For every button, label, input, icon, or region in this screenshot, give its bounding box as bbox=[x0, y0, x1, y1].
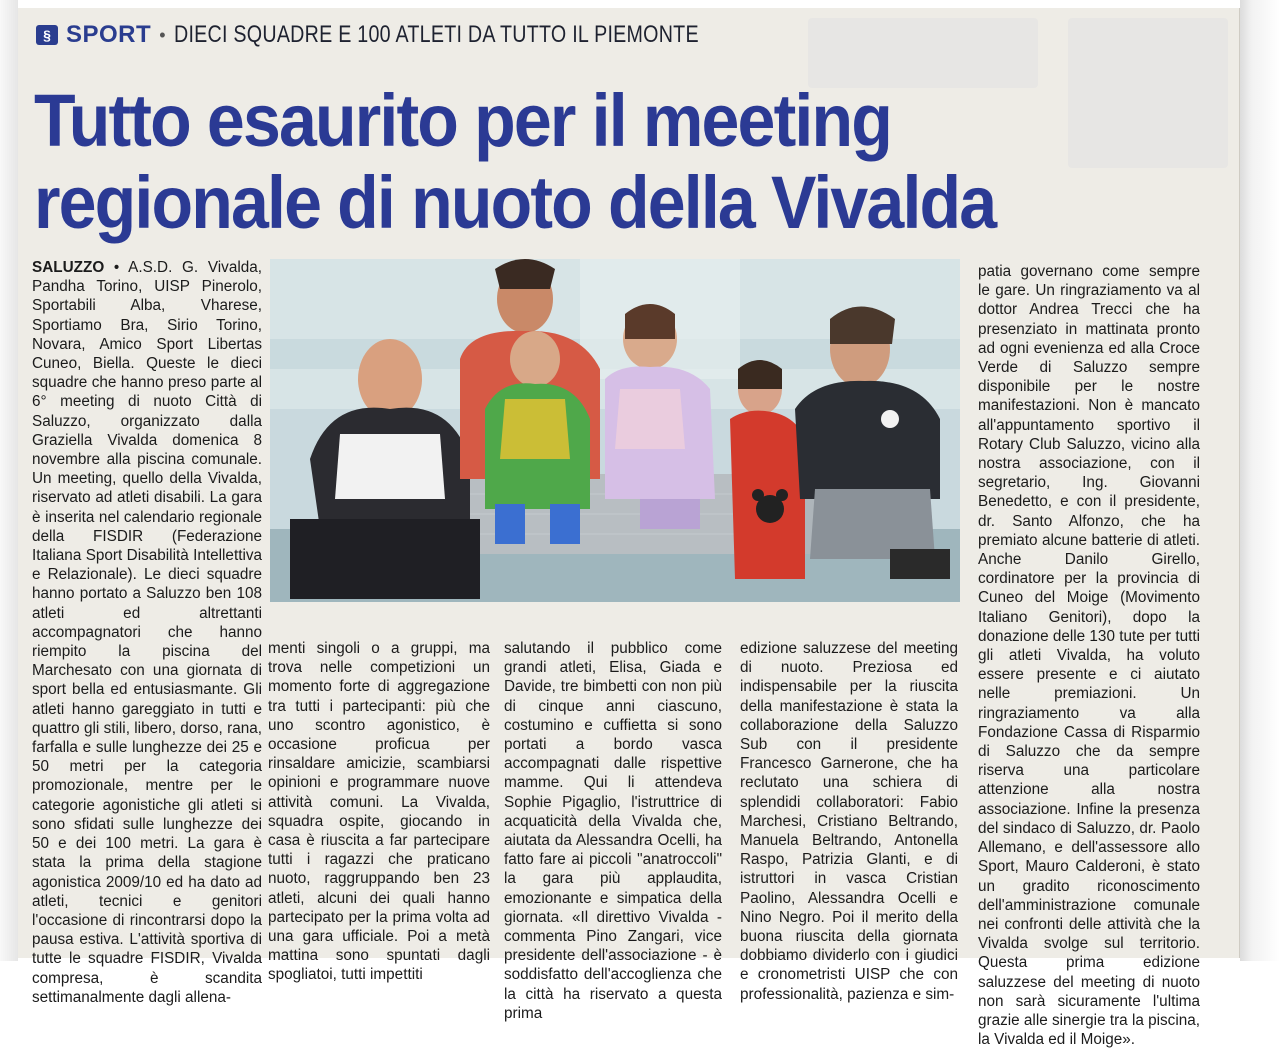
article-photo bbox=[270, 259, 960, 602]
dateline: SALUZZO bbox=[32, 259, 105, 276]
section-kicker bbox=[36, 20, 814, 50]
kicker-subtitle: DIECI SQUADRE E 100 ATLETI DA TUTTO IL PIEMONTE bbox=[173, 21, 699, 48]
column-4-text: edizione saluzzese del meeting di nuoto. Preziosa ed indispensabile per la riuscita della manifestazione è stata la collaborazione della Saluzzo Sub con il presidente Francesco Garnerone, che ha reclutato una schiera di splendidi collaboratori: Fabio Marchesi, Cristiano Beltrando, Manuela Beltrando, Antonella Raspo, Patrizia Glanti, e di istruttori in vasca Cristian Paolino, Alessandra Ocelli e Nino Negro. Poi il merito della buona riuscita della giornata dobbiamo dividerlo con i giudici e cronometristi UISP che con professionalità, pazienza e sim- bbox=[740, 640, 958, 1003]
article-column-5 bbox=[978, 262, 1200, 1049]
bleed-through-shape bbox=[808, 18, 1038, 88]
photo-illustration bbox=[270, 259, 960, 602]
article-column-1 bbox=[32, 258, 262, 1007]
scan-edge-left bbox=[0, 0, 18, 961]
column-1-text: • A.S.D. G. Vivalda, Pandha Torino, UISP Pinerolo, Sportabili Alba, Vharese, Sportiamo Bra, Sirio Torino, Novara, Amico Sport Libertas Cuneo, Biella. Queste le dieci squadre che hanno preso parte al 6° meeting di nuoto Città di Saluzzo, organizzato dalla Graziella Vivalda domenica 8 novembre alla piscina comunale. Un meeting, quello della Vivalda, riservato ad atleti disabili. La gara è inserita nel calendario regionale della FISDIR (Federazione Italiana Sport Disabilità Intellettiva e Relazionale). Le dieci squadre hanno portato a Saluzzo ben 108 atleti ed altrettanti accompagnatori che hanno riempito la piscina del Marchesato con una giornata di sport bella ed entusiasmante. Gli atleti hanno gareggiato in tutti e quattro gli stili, libero, dorso, rana, farfalla e sulle lunghezze dei 25 e 50 metri per la categoria promozionale, mentre per le categorie agonistiche gli atleti si sono sfidati sulle lunghezze dei 50 e dei 100 metri. La gara è stata la prima della stagione agonistica 2009/10 ed ha dato ad atleti, tecnici e genitori l'occasione di rincontrarsi dopo la pausa estiva. L'attività sportiva di tutte le squadre FISDIR, Vivalda compresa, è scandita settimanalmente dagli allena- bbox=[32, 259, 262, 1006]
section-label: SPORT bbox=[66, 21, 152, 48]
column-5-text: patia governano come sempre le gare. Un ringraziamento va al dottor Andrea Trecci che ha presenziato in mattinata pronto ad ogni evenienza ed alla Croce Verde di Saluzzo sempre disponibile per le nostre manifestazioni. Non è mancato all'appuntamento sportivo il Rotary Club Saluzzo, vicino alla nostra associazione, con il segretario, Ing. Giovanni Benedetto, e con il presidente, dr. Santo Alfonzo, che ha premiato alcune batterie di atleti. Anche Danilo Girello, cordinatore per la provincia di Cuneo del Moige (Movimento Italiano Genitori), dopo la donazione delle 130 tute per tutti gli atleti Vivalda, ha voluto essere presente e ci aiutato nelle premiazioni. Un ringraziamento va alla Fondazione Cassa di Risparmio di Saluzzo che da sempre riserva una particolare attenzione alla nostra associazione. Infine la presenza del sindaco di Saluzzo, dr. Paolo Allemano, e dell'assessore allo Sport, Mauro Calderoni, è stato un gradito riconoscimento dell'amministrazione comunale nei confronti delle attività che la Vivalda svolge sul territorio. Questa prima edizione saluzzese del meeting di nuoto non sarà sicuramente l'ultima grazie alle sinergie tra la piscina, la Vivalda ed il Moige». bbox=[978, 263, 1200, 1049]
headline-line-2: regionale di nuoto della Vivalda bbox=[34, 161, 996, 244]
scan-edge-right bbox=[1240, 0, 1280, 961]
article-column-2 bbox=[268, 639, 490, 985]
newspaper-logo-icon: § bbox=[36, 25, 58, 45]
column-2-text: menti singoli o a gruppi, ma trova nelle competizioni un momento forte di aggregazione tra tutti i partecipanti: più che uno scontro agonistico, è occasione proficua per rinsaldare amicizie, scambiarsi opinioni e programmare nuove attività comuni. La Vivalda, squadra ospite, giocando in casa è riuscita a far partecipare tutti i ragazzi che praticano nuoto, raggruppando ben 23 atleti, alcuni dei quali hanno partecipato per la prima volta ad una gara ufficiale. Poi a metà mattina sono spuntati dagli spogliatoi, tutti impettiti bbox=[268, 640, 490, 984]
headline bbox=[34, 80, 1120, 244]
headline-line-1: Tutto esaurito per il meeting bbox=[34, 79, 891, 162]
bullet-separator: • bbox=[159, 24, 166, 45]
article-column-3 bbox=[504, 639, 722, 1023]
column-3-text: salutando il pubblico come grandi atleti, Elisa, Giada e Davide, tre bimbetti con non più di cinque anni ciascuno, costumino e cuffietta si sono portati a bordo vasca accompagnati dalle rispettive mamme. Qui li attendeva Sophie Pigaglio, l'istruttrice di acquaticità della Vivalda che, aiutata da Alessandra Ocelli, ha fatto fare ai piccoli "anatroccoli" la gara più applaudita, emozionante e simpatica della giornata. «Il direttivo Vivalda - commenta Pino Zangari, vice presidente dell'associazione - è soddisfatto dell'accoglienza che la città ha riservato a questa prima bbox=[504, 640, 722, 1022]
article-column-4 bbox=[740, 639, 958, 1004]
